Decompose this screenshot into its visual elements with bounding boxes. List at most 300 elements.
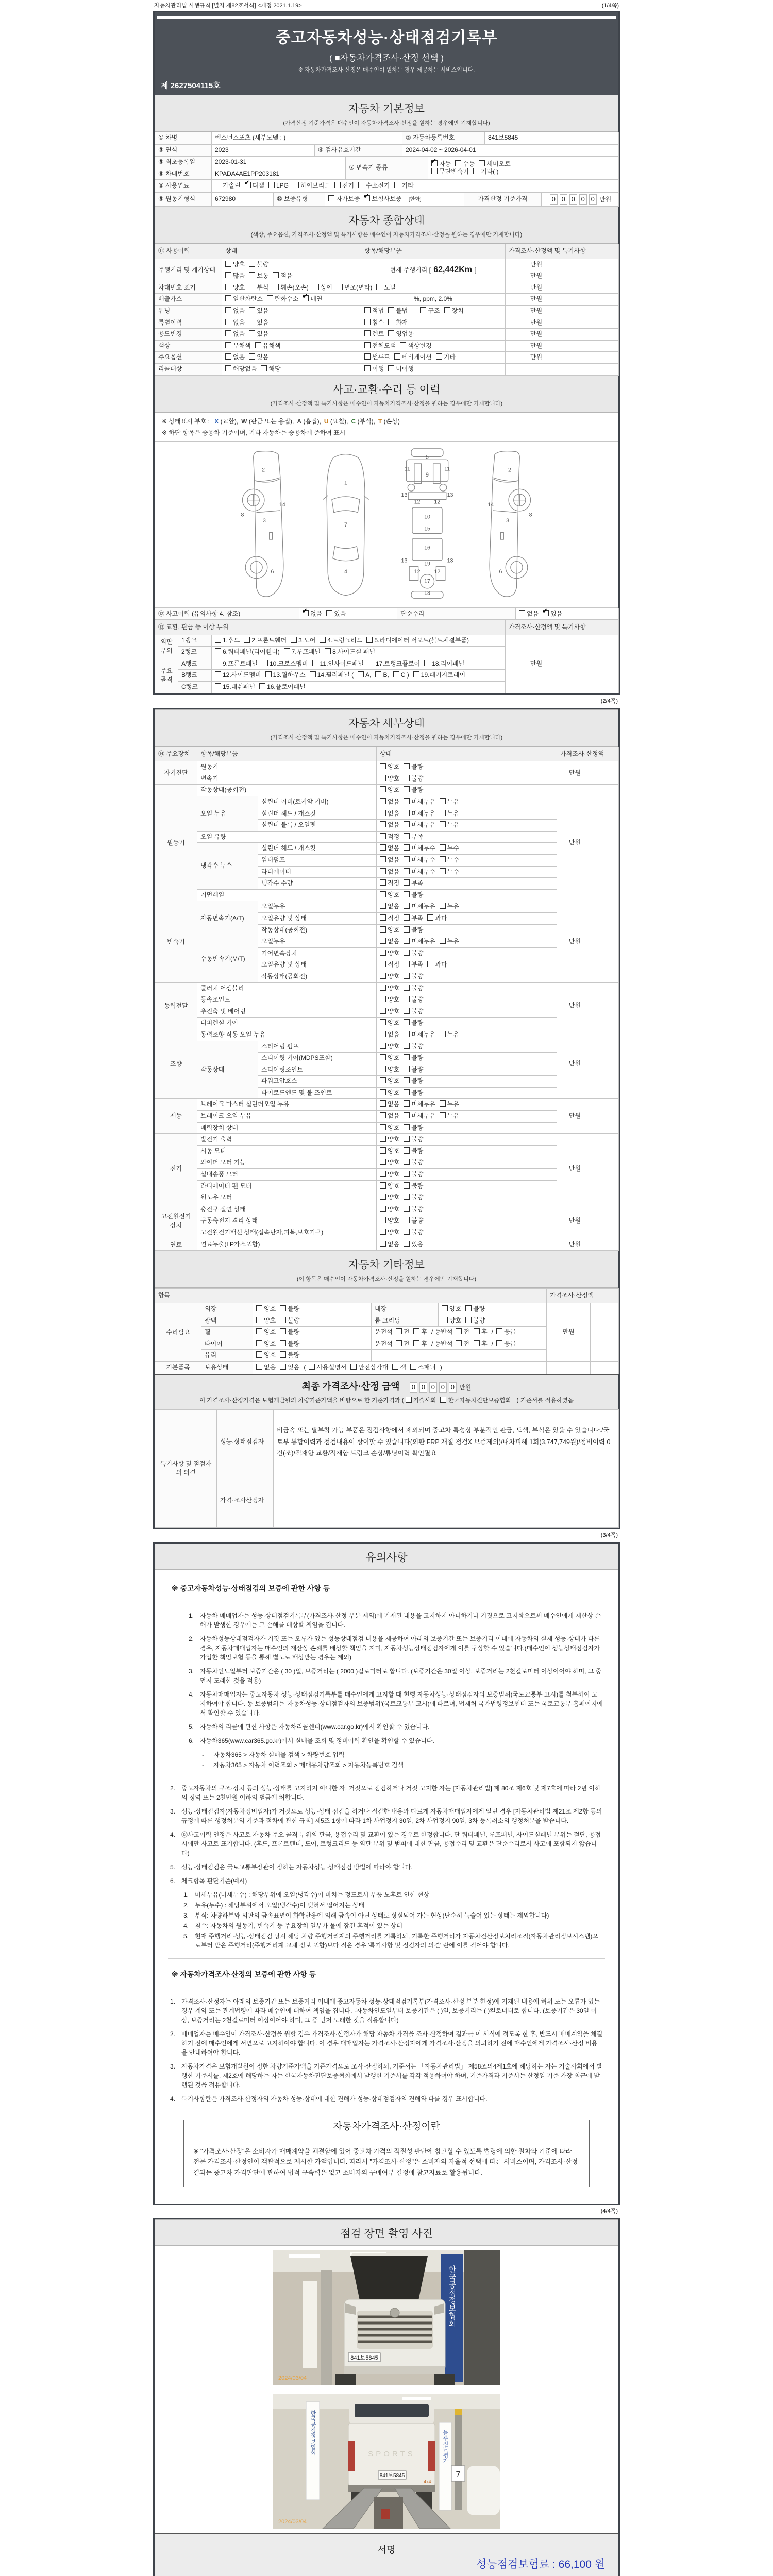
- checkbox-19.패키지트레이[interactable]: 19.패키지트레이: [413, 671, 465, 680]
- checkbox-box: [215, 648, 221, 654]
- checkbox-15.대쉬패널[interactable]: 15.대쉬패널: [215, 683, 255, 691]
- checkbox-box: [465, 1305, 472, 1311]
- checkbox-불량[interactable]: 불량: [280, 1351, 299, 1360]
- checkbox-세미오토[interactable]: 세미오토: [479, 160, 510, 168]
- checkbox-불량[interactable]: 불량: [404, 1194, 423, 1202]
- checkbox-box: [404, 973, 410, 979]
- checkbox-미세누유[interactable]: 미세누유: [404, 810, 435, 818]
- checkbox-없음[interactable]: 없음: [380, 938, 399, 946]
- price-cell: 만원: [506, 340, 567, 352]
- odometer-value: 62,442Km: [433, 265, 472, 275]
- checkbox-17.트렁크플로어[interactable]: 17.트렁크플로어: [368, 660, 420, 668]
- checkbox-과다[interactable]: 과다: [427, 961, 447, 969]
- checkbox-양호[interactable]: 양호: [380, 996, 399, 1004]
- checkbox-전[interactable]: 전: [396, 1328, 410, 1336]
- checkbox-양호[interactable]: 양호: [442, 1317, 461, 1325]
- checkbox-양호[interactable]: 양호: [380, 1147, 399, 1156]
- checkbox-없음[interactable]: 없음: [380, 798, 399, 806]
- checkbox-양호[interactable]: 양호: [380, 775, 399, 783]
- checkbox-해당없음[interactable]: 해당없음: [225, 365, 257, 374]
- checkbox-불량[interactable]: 불량: [280, 1317, 299, 1325]
- checkbox-불량[interactable]: 불량: [280, 1305, 299, 1313]
- legend-symbol-U: U: [324, 417, 329, 425]
- checkbox-후[interactable]: 후: [413, 1328, 427, 1336]
- checkbox-누수[interactable]: 누수: [440, 868, 459, 876]
- item-cell: 현재 주행거리 [ 62,442Km ]: [361, 259, 506, 282]
- checkbox-없음[interactable]: 없음: [380, 903, 399, 911]
- checkbox-불량[interactable]: 불량: [404, 891, 423, 900]
- checkbox-미세누유[interactable]: 미세누유: [404, 821, 435, 829]
- misc-table: [155, 1288, 619, 1374]
- checkbox-7.루프패널[interactable]: 7.루프패널: [284, 648, 321, 656]
- col-price: 가격조사·산정액 및 특기사항: [506, 244, 619, 259]
- item-cell: 라디에이터: [258, 866, 377, 878]
- checkbox-있음[interactable]: 있음: [326, 610, 346, 618]
- table-row: [155, 889, 619, 901]
- checkbox-기타( )[interactable]: 기타( ): [473, 168, 499, 176]
- checkbox-누유[interactable]: 누유: [440, 1100, 459, 1109]
- checkbox-불량[interactable]: 불량: [280, 1340, 299, 1348]
- checkbox-미세누수[interactable]: 미세누수: [404, 868, 435, 876]
- checkbox-양호[interactable]: 양호: [442, 1305, 461, 1313]
- checkbox-양호[interactable]: 양호: [380, 1171, 399, 1179]
- vin-label: ⑥ 차대번호: [155, 168, 212, 180]
- checkbox-불량[interactable]: 불량: [404, 1077, 423, 1086]
- checkbox-box: [380, 798, 386, 804]
- checkbox-box: [380, 961, 386, 967]
- notice-item: 5. 자동차의 리콜에 관한 사항은 자동차리콜센터(www.car.go.kr)에서 확인할 수 있습니다.: [189, 1723, 430, 1731]
- checkbox-불량[interactable]: 불량: [404, 1019, 423, 1027]
- checkbox-없음[interactable]: 없음: [380, 856, 399, 865]
- item-cell: 윈도우 모터: [197, 1192, 377, 1204]
- checkbox-불량[interactable]: 불량: [465, 1305, 485, 1313]
- checkbox-불량[interactable]: 불량: [404, 1229, 423, 1237]
- checkbox-무채색[interactable]: 무채색: [225, 342, 251, 350]
- checkbox-14.필러패널 ([interactable]: 14.필러패널 (: [310, 671, 354, 680]
- checkbox-양호[interactable]: 양호: [380, 786, 399, 794]
- svg-text:한국공정정보협회: 한국공정정보협회: [447, 2265, 457, 2327]
- checkbox-불량[interactable]: 불량: [404, 1089, 423, 1097]
- checkbox-미세누유[interactable]: 미세누유: [404, 1112, 435, 1121]
- checkbox-양호[interactable]: 양호: [380, 1043, 399, 1051]
- checkbox-B,[interactable]: B,: [375, 671, 389, 680]
- checkbox-이행[interactable]: 이행: [364, 365, 384, 374]
- checkbox-자가보증[interactable]: 자가보증: [328, 195, 360, 204]
- price-definition-text: ※ "가격조사·산정"은 소비자가 매매계약을 체결함에 있어 중고차 가격의 적절성 판단에 참고할 수 있도록 법령에 의한 절차와 기준에 따라 전문 가격조사·산정인이 객관적으로 제시한 가액입니다. 따라서 "가격조사·산정"은 소비자의 자율적 선택에 따른 서비스이며, 가격조사·산정 결과는 중고차 가격판단에 관하여 법적 구속력은 없고 소비자의 구매여부 결정에 참고자료로 활용됩니다.: [193, 2147, 578, 2176]
- checkbox-네비게이션[interactable]: 네비게이션: [394, 353, 432, 362]
- checkbox-11.인사이드패널[interactable]: 11.인사이드패널: [312, 660, 364, 668]
- checkbox-부족[interactable]: 부족: [404, 961, 423, 969]
- checkbox-box: [380, 1100, 386, 1107]
- checkbox-box: [312, 660, 318, 666]
- checkbox-사용설명서[interactable]: 사용설명서: [309, 1364, 346, 1372]
- checkbox-불량[interactable]: 불량: [404, 1147, 423, 1156]
- checkbox-과다[interactable]: 과다: [427, 914, 447, 923]
- checkbox-C )[interactable]: C ): [393, 671, 409, 680]
- checkbox-양호[interactable]: 양호: [380, 1066, 399, 1074]
- checkbox-없음[interactable]: 없음: [519, 610, 539, 618]
- legend-symbol-W: W: [241, 417, 247, 425]
- checkbox-A,[interactable]: A,: [358, 671, 371, 680]
- checkbox-도말[interactable]: 도말: [376, 284, 396, 292]
- checkbox-하이브리드[interactable]: 하이브리드: [293, 182, 330, 190]
- checkbox-불량[interactable]: 불량: [404, 1171, 423, 1179]
- checkbox-탄화수소[interactable]: 탄화수소: [267, 295, 298, 303]
- table-row: [155, 1041, 619, 1053]
- checkbox-box: [474, 1340, 480, 1346]
- status-cell: [377, 1018, 557, 1029]
- status-cell: [377, 1239, 557, 1251]
- checkbox-불량[interactable]: 불량: [404, 1054, 423, 1062]
- checkbox-불량[interactable]: 불량: [404, 1043, 423, 1051]
- checkbox-누유[interactable]: 누유: [440, 821, 459, 829]
- checkbox-13.휠하우스[interactable]: 13.휠하우스: [265, 671, 306, 680]
- table-row: [155, 192, 619, 206]
- checkbox-불량[interactable]: 불량: [280, 1328, 299, 1336]
- checkbox-box: [380, 985, 386, 991]
- row-label: 주행거리 및 계기상태: [155, 259, 222, 282]
- checkbox-양호[interactable]: 양호: [380, 763, 399, 771]
- checkbox-불량[interactable]: 불량: [404, 1136, 423, 1144]
- checkbox-box: [427, 914, 433, 921]
- table-row: [155, 1180, 619, 1192]
- checkbox-보통[interactable]: 보통: [249, 272, 268, 280]
- checkbox-미세누유[interactable]: 미세누유: [404, 1031, 435, 1039]
- checkbox-양호[interactable]: 양호: [256, 1351, 276, 1360]
- notice-item: 2. 자동차성능상태점검자가 거짓 또는 오류가 있는 성능상태점검 내용을 제공하여 아래의 보증기간 또는 보증거리 이내에 자동차의 실제 성능·상태가 다른 경우, 자동차매매업자는 매수인의 재산상 손해를 배상할 책임을 지며, 자동차성능상태점검자에게 이를 구상할 수 있습니다.(매수인이 성능상태점검자가 가입한 책임보험 등을 통해 별도로 배상받는 경우는 제외): [189, 1635, 600, 1661]
- warranty-type-label: ⑩ 보증유형: [274, 192, 325, 206]
- checkbox-한국자동차진단보증협회[interactable]: 한국자동차진단보증협회: [440, 1396, 511, 1404]
- checkbox-썬루프[interactable]: 썬루프: [364, 353, 390, 362]
- checkbox-양호[interactable]: 양호: [380, 1136, 399, 1144]
- status-cell: [377, 1087, 557, 1099]
- checkbox-양호[interactable]: 양호: [380, 1159, 399, 1167]
- checkbox-후[interactable]: 후: [413, 1340, 427, 1348]
- checkbox-누유[interactable]: 누유: [440, 1031, 459, 1039]
- status-cell: [377, 924, 557, 936]
- checkbox-있음[interactable]: ✔ 있음: [543, 610, 562, 618]
- checkbox-없음[interactable]: 없음: [380, 1100, 399, 1109]
- checkbox-불량[interactable]: 불량: [404, 926, 423, 935]
- checkbox-없음[interactable]: 없음: [380, 810, 399, 818]
- checkbox-적정[interactable]: 적정: [380, 914, 399, 923]
- checkbox-디젤[interactable]: ✔ 디젤: [245, 182, 264, 190]
- checkbox-화재[interactable]: 화재: [388, 319, 408, 327]
- checkbox-box: [225, 319, 231, 325]
- checkbox-불량[interactable]: 불량: [404, 1206, 423, 1214]
- checkbox-8.사이드실 패널[interactable]: 8.사이드실 패널: [325, 648, 375, 656]
- checkbox-4.트렁크리드[interactable]: 4.트렁크리드: [320, 637, 362, 645]
- checkbox-적음[interactable]: 적음: [273, 272, 292, 280]
- checkbox-불량[interactable]: 불량: [404, 996, 423, 1004]
- checkbox-누유[interactable]: 누유: [440, 903, 459, 911]
- checkbox-box: [280, 1351, 286, 1358]
- checkbox-불량[interactable]: 불량: [404, 1124, 423, 1132]
- checkbox-없음[interactable]: ✔ 없음: [303, 610, 322, 618]
- checkbox-미세누유[interactable]: 미세누유: [404, 903, 435, 911]
- table-row: [155, 1006, 619, 1018]
- note-cell: [593, 1099, 619, 1134]
- checkbox-box: [404, 1159, 410, 1165]
- checkbox-LPG[interactable]: LPG: [268, 182, 289, 190]
- status-cell: [377, 1099, 557, 1111]
- checkbox-불법[interactable]: 불법: [388, 307, 408, 315]
- checkbox-전기[interactable]: 전기: [334, 182, 354, 190]
- checkbox-없음[interactable]: 없음: [380, 844, 399, 853]
- checkbox-box: [380, 868, 386, 874]
- checkbox-양호[interactable]: 양호: [380, 950, 399, 958]
- notice-subitem: - 자동차365 > 자동차 실매물 검색 > 차량번호 입력: [202, 1751, 345, 1758]
- checkbox-box: [310, 671, 316, 677]
- checkbox-무단변속기[interactable]: 무단변속기: [431, 168, 469, 176]
- checkbox-box: [440, 810, 446, 816]
- checkbox-box: [380, 833, 386, 839]
- checkbox-있음[interactable]: 있음: [249, 319, 268, 327]
- checkbox-box: [404, 1043, 410, 1049]
- checkbox-렌트[interactable]: 렌트: [364, 330, 384, 338]
- checkbox-영업용[interactable]: 영업용: [388, 330, 414, 338]
- checkbox-적정[interactable]: 적정: [380, 879, 399, 888]
- checkbox-양호[interactable]: 양호: [380, 1194, 399, 1202]
- checkbox-box: [280, 1364, 286, 1370]
- row-label: 용도변경: [155, 329, 222, 341]
- checkbox-box: [404, 1124, 410, 1130]
- checkbox-해당[interactable]: 해당: [261, 365, 280, 374]
- item-cell: 실린더 커버(로커암 커버): [258, 796, 377, 808]
- checkbox-양호[interactable]: 양호: [380, 926, 399, 935]
- price-digit: 0: [429, 1382, 437, 1393]
- checkbox-미이행[interactable]: 미이행: [388, 365, 414, 374]
- checkbox-수동[interactable]: 수동: [455, 160, 475, 168]
- checkbox-2.프론트휀더[interactable]: 2.프론트휀더: [244, 637, 287, 645]
- checkbox-양호[interactable]: 양호: [256, 1328, 276, 1336]
- checkbox-양호[interactable]: 양호: [380, 1077, 399, 1086]
- checkbox-누수[interactable]: 누수: [440, 844, 459, 853]
- table-row: [155, 329, 619, 341]
- svg-text:블루진단평가: 블루진단평가: [442, 2429, 448, 2464]
- checkbox-양호[interactable]: 양호: [380, 1182, 399, 1191]
- checkbox-매연[interactable]: ✔ 매연: [303, 295, 322, 303]
- checkbox-box: [256, 1305, 262, 1311]
- checkbox-양호[interactable]: 양호: [256, 1340, 276, 1348]
- checkbox-양호[interactable]: 양호: [380, 1019, 399, 1027]
- checkbox-부족[interactable]: 부족: [404, 879, 423, 888]
- checkbox-보험사보증[interactable]: ✔ 보험사보증: [364, 195, 401, 204]
- checkbox-없음[interactable]: 없음: [380, 1112, 399, 1121]
- checkbox-6.쿼터패널(리어휀더)[interactable]: 6.쿼터패널(리어휀더): [215, 648, 280, 656]
- checkbox-양호[interactable]: 양호: [380, 1206, 399, 1214]
- checkbox-9.프론트패널[interactable]: 9.프론트패널: [215, 660, 258, 668]
- checkbox-5.라디에이터 서포트(볼트체결부품)[interactable]: 5.라디에이터 서포트(볼트체결부품): [366, 637, 469, 645]
- price-digit: 0: [569, 194, 577, 205]
- checkbox-적법[interactable]: 적법: [364, 307, 384, 315]
- checkbox-누유[interactable]: 누유: [440, 810, 459, 818]
- accident-history-row: [155, 608, 619, 620]
- checkbox-변조(변타)[interactable]: 변조(변타): [337, 284, 372, 292]
- checkbox-양호[interactable]: 양호: [380, 1008, 399, 1016]
- checkbox-box: [406, 1397, 412, 1403]
- checkbox-미세누유[interactable]: 미세누유: [404, 1100, 435, 1109]
- checkbox-없음[interactable]: 없음: [380, 1031, 399, 1039]
- label-text: (: [304, 1363, 306, 1371]
- checkbox-양호[interactable]: 양호: [225, 284, 245, 292]
- checkbox-훼손(오손)[interactable]: 훼손(오손): [273, 284, 308, 292]
- checkbox-불량[interactable]: 불량: [404, 985, 423, 993]
- checkbox-불량[interactable]: 불량: [404, 763, 423, 771]
- checkbox-전체도색[interactable]: 전체도색: [364, 342, 396, 350]
- checkbox-양호[interactable]: 양호: [380, 1217, 399, 1225]
- checkbox-양호[interactable]: 양호: [380, 1124, 399, 1132]
- checkbox-없음[interactable]: 없음: [225, 307, 245, 315]
- svg-text:3: 3: [263, 517, 266, 524]
- checkbox-미세누수[interactable]: 미세누수: [404, 844, 435, 853]
- checkbox-후[interactable]: 후: [474, 1328, 488, 1336]
- checkbox-많음[interactable]: 많음: [225, 272, 245, 280]
- page-number-1: (1/4쪽): [601, 3, 619, 9]
- checkbox-양호[interactable]: 양호: [225, 261, 245, 269]
- checkbox-불량[interactable]: 불량: [404, 1008, 423, 1016]
- checkbox-불량[interactable]: 불량: [404, 950, 423, 958]
- checkbox-없음[interactable]: 없음: [225, 353, 245, 362]
- checkbox-상이[interactable]: 상이: [313, 284, 332, 292]
- checkbox-없음[interactable]: 없음: [225, 330, 245, 338]
- checkbox-양호[interactable]: 양호: [256, 1305, 276, 1313]
- notice-item: 4. 특기사항란은 가격조사·산정자의 자동차 성능·상태에 대한 견해가 성능·상태점검자의 견해와 다를 경우 표시합니다.: [170, 2095, 488, 2103]
- col-device: ⑭ 주요장치: [155, 747, 197, 761]
- checkbox-10.크로스멤버[interactable]: 10.크로스멤버: [262, 660, 308, 668]
- row-label: 튜닝: [155, 305, 222, 317]
- checkbox-있음[interactable]: 있음: [249, 353, 268, 362]
- checkbox-미세누수[interactable]: 미세누수: [404, 856, 435, 865]
- checkbox-불량[interactable]: 불량: [249, 261, 268, 269]
- checkbox-양호[interactable]: 양호: [256, 1317, 276, 1325]
- checkbox-있음[interactable]: 있음: [249, 307, 268, 315]
- checkbox-box: [380, 1031, 386, 1037]
- item-cell: [361, 329, 506, 341]
- checkbox-전[interactable]: 전: [456, 1340, 469, 1348]
- checkbox-불량[interactable]: 불량: [404, 1159, 423, 1167]
- checkbox-box: [519, 610, 525, 616]
- checkbox-전[interactable]: 전: [456, 1328, 469, 1336]
- checkbox-응급[interactable]: 응급: [496, 1340, 516, 1348]
- checkbox-기타[interactable]: 기타: [394, 182, 414, 190]
- checkbox-양호[interactable]: 양호: [380, 1229, 399, 1237]
- checkbox-18.리어패널[interactable]: 18.리어패널: [424, 660, 464, 668]
- checkbox-box: [268, 182, 275, 188]
- checkbox-없음[interactable]: 없음: [225, 319, 245, 327]
- checkbox-구조[interactable]: 구조: [420, 307, 440, 315]
- basic-info-header: [155, 95, 618, 132]
- appraiser-comment: [274, 1475, 619, 1527]
- checkbox-양호[interactable]: 양호: [380, 891, 399, 900]
- checkbox-양호[interactable]: 양호: [380, 973, 399, 981]
- checkbox-양호[interactable]: 양호: [380, 1054, 399, 1062]
- checkbox-box: [440, 1100, 446, 1107]
- checkbox-전[interactable]: 전: [396, 1340, 410, 1348]
- checkbox-불량[interactable]: 불량: [404, 786, 423, 794]
- checkbox-3.도어[interactable]: 3.도어: [291, 637, 315, 645]
- checkbox-누유[interactable]: 누유: [440, 1112, 459, 1121]
- item-cell: 구동축전지 격리 상태: [197, 1215, 377, 1227]
- checkbox-유채색[interactable]: 유채색: [255, 342, 281, 350]
- checkbox-일산화탄소[interactable]: 일산화탄소: [225, 295, 263, 303]
- checkbox-부식[interactable]: 부식: [249, 284, 268, 292]
- checkbox-box: [364, 365, 371, 371]
- checkbox-있음[interactable]: 있음: [404, 1241, 423, 1249]
- table-header-row: [155, 620, 619, 635]
- checkbox-누유[interactable]: 누유: [440, 798, 459, 806]
- section-note: (가격산정 기준가격은 매수인이 자동차가격조사·산정을 원하는 경우에만 기재합니다): [283, 120, 490, 126]
- checkbox-침수[interactable]: 침수: [364, 319, 384, 327]
- checkbox-안전삼각대[interactable]: 안전삼각대: [350, 1364, 388, 1372]
- status-cell: [377, 1111, 557, 1123]
- checkbox-있음[interactable]: 있음: [249, 330, 268, 338]
- checkbox-색상변경[interactable]: 색상변경: [400, 342, 431, 350]
- svg-text:2: 2: [508, 466, 511, 473]
- checkbox-스패너[interactable]: 스패너: [410, 1364, 436, 1372]
- item-cell: 워터펌프: [258, 855, 377, 867]
- checkbox-불량[interactable]: 불량: [465, 1317, 485, 1325]
- checkbox-수소전기[interactable]: 수소전기: [358, 182, 390, 190]
- checkbox-양호[interactable]: 양호: [380, 1089, 399, 1097]
- checkbox-가솔린[interactable]: 가솔린: [215, 182, 241, 190]
- device-cell: 동력전달: [155, 982, 197, 1029]
- checkbox-미세누유[interactable]: 미세누유: [404, 798, 435, 806]
- checkbox-미세누유[interactable]: 미세누유: [404, 938, 435, 946]
- label-text: 운전석: [375, 1340, 393, 1347]
- checkbox-양호[interactable]: 양호: [380, 985, 399, 993]
- notice-subitem: 1. 미세누유(미세누수) : 해당부위에 오일(냉각수)이 비치는 정도로서 부품 노후로 인한 현상: [183, 1891, 430, 1899]
- checkbox-box: [249, 284, 255, 290]
- checkbox-자동[interactable]: ✔자동: [431, 160, 451, 168]
- svg-text:SPORTS: SPORTS: [368, 2449, 415, 2459]
- checkbox-잭[interactable]: 잭: [392, 1364, 406, 1372]
- checkbox-없음[interactable]: 없음: [380, 1241, 399, 1249]
- checkbox-있음[interactable]: 있음: [280, 1364, 299, 1372]
- checkbox-불량[interactable]: 불량: [404, 775, 423, 783]
- standard-book-checks: [406, 1398, 515, 1404]
- checkbox-불량[interactable]: 불량: [404, 1217, 423, 1225]
- item-cell: 브레이크 마스터 실린더오일 누유: [197, 1099, 377, 1111]
- checkbox-후[interactable]: 후: [474, 1340, 488, 1348]
- checkbox-box: [380, 763, 386, 769]
- checkbox-1.후드[interactable]: 1.후드: [215, 637, 240, 645]
- checkbox-box: [380, 1182, 386, 1189]
- accident-header: [155, 376, 618, 413]
- price-cell: [547, 1361, 591, 1374]
- checkbox-불량[interactable]: 불량: [404, 1182, 423, 1191]
- checkbox-기타[interactable]: 기타: [436, 353, 456, 362]
- checkbox-없음[interactable]: 없음: [256, 1364, 276, 1372]
- checkbox-불량[interactable]: 불량: [404, 1066, 423, 1074]
- checkbox-없음[interactable]: 없음: [380, 868, 399, 876]
- checkbox-기술사회[interactable]: 기술사회: [406, 1396, 436, 1404]
- checkbox-적정[interactable]: 적정: [380, 833, 399, 841]
- checkbox-12.사이드멤버[interactable]: 12.사이드멤버: [215, 671, 261, 680]
- checkbox-부족[interactable]: 부족: [404, 914, 423, 923]
- checkbox-불량[interactable]: 불량: [404, 973, 423, 981]
- checkbox-장치[interactable]: 장치: [444, 307, 464, 315]
- checkbox-없음[interactable]: 없음: [380, 821, 399, 829]
- checkbox-box: [440, 1031, 446, 1037]
- checkbox-누유[interactable]: 누유: [440, 938, 459, 946]
- checkbox-16.플로어패널[interactable]: 16.플로어패널: [259, 683, 306, 691]
- checkbox-적정[interactable]: 적정: [380, 961, 399, 969]
- checkbox-box: [225, 307, 231, 313]
- checkbox-누수[interactable]: 누수: [440, 856, 459, 865]
- checkbox-응급[interactable]: 응급: [496, 1328, 516, 1336]
- checkbox-부족[interactable]: 부족: [404, 833, 423, 841]
